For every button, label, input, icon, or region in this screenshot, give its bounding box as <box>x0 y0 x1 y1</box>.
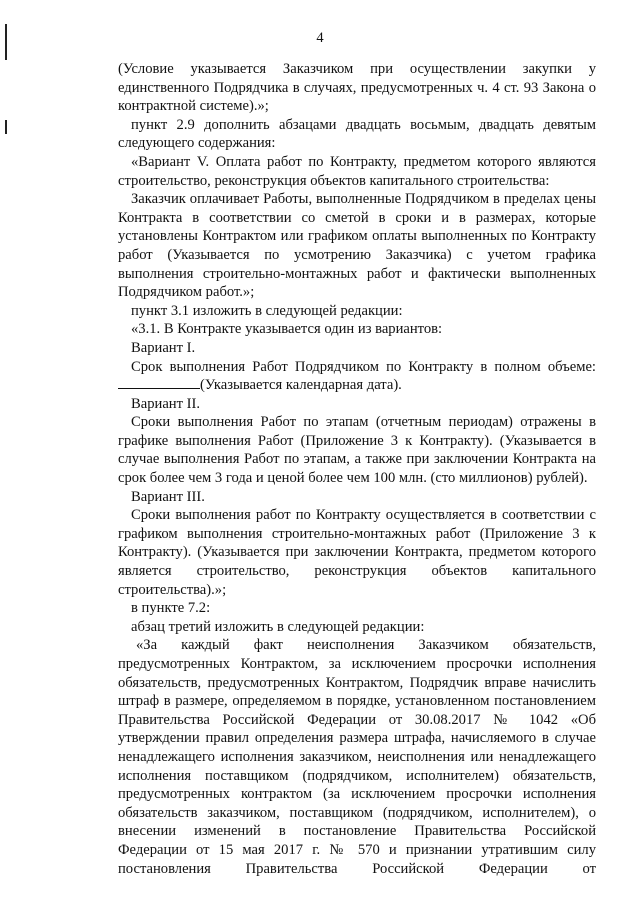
paragraph-text: (Указывается календарная дата). <box>200 377 402 394</box>
paragraph-text: Срок выполнения Работ Подрядчиком по Контракту в полном объеме: <box>131 358 596 375</box>
fill-in-blank <box>118 376 200 389</box>
paragraph: Сроки выполнения Работ по этапам (отчетным периодам) отражены в графике выполнения Работ (Приложение 3 к Контракту). (Указывается в случае выполнения Работ по этапам, а также при заключении Контракта на срок более чем 3 года и ценой более чем 100 млн. (сто миллионов) рублей). <box>118 414 596 487</box>
paragraph: Сроки выполнения работ по Контракту осуществляется в соответствии с графиком выполнения строительно-монтажных работ (Приложение 3 к Контракту). (Указывается при заключении Контракта, предметом которого является строительство, реконструкция объектов капитального строительства).»; <box>118 507 596 598</box>
paragraph: пункт 3.1 изложить в следующей редакции: <box>131 302 403 319</box>
paragraph: абзац третий изложить в следующей редакции: <box>131 618 425 635</box>
paragraph: Вариант II. <box>131 395 200 412</box>
page-number: 4 <box>316 30 324 46</box>
paragraph: пункт 2.9 дополнить абзацами двадцать восьмым, двадцать девятым следующего содержания: <box>118 116 596 152</box>
paragraph: (Условие указывается Заказчиком при осуществлении закупки у единственного Подрядчика в случаях, предусмотренных ч. 4 ст. 93 Закона о контрактной системе).»; <box>118 61 596 115</box>
paragraph: в пункте 7.2: <box>131 600 211 617</box>
paragraph: Заказчик оплачивает Работы, выполненные Подрядчиком в пределах цены Контракта в соответствии со сметой в сроки и в размерах, которые установлены Контрактом или графиком оплаты выполненных по Контракту работ (Указывается по усмотрению Заказчика) с учетом графика выполнения строительно-монтажных работ и фактически выполненных Подрядчиком работ.»; <box>118 191 596 301</box>
binding-edge-mark <box>5 120 7 134</box>
paragraph: «3.1. В Контракте указывается один из вариантов: <box>131 321 443 338</box>
paragraph: Вариант I. <box>131 339 196 356</box>
paragraph: «Вариант V. Оплата работ по Контракту, предметом которого являются строительство, реконструкция объектов капитального строительства: <box>118 153 596 189</box>
paragraph: Вариант III. <box>131 488 205 505</box>
paragraph: «За каждый факт неисполнения Заказчиком обязательств, предусмотренных Контрактом, за исключением просрочки исполнения обязательств, предусмотренных Контрактом, Подрядчик вправе начислить штраф в размере, определяемом в порядке, установленном постановлением Правительства Российской Федерации от 30.08.2017 № 1042 «Об утверждении правил определения размера штрафа, начисляемого в случае ненадлежащего исполнения заказчиком, неисполнения или ненадлежащего исполнения поставщиком (подрядчиком, исполнителем) обязательств, предусмотренных контрактом (за исключением просрочки исполнения обязательств заказчиком, поставщиком (подрядчиком, исполнителем), о внесении изменений в постановление Правительства Российской Федерации от 15 мая 2017 г. № 570 и признании утратившим силу постановления Правительства Российской Федерации от <box>118 637 596 877</box>
paragraph-with-blank <box>118 358 596 395</box>
document-body <box>118 60 596 878</box>
